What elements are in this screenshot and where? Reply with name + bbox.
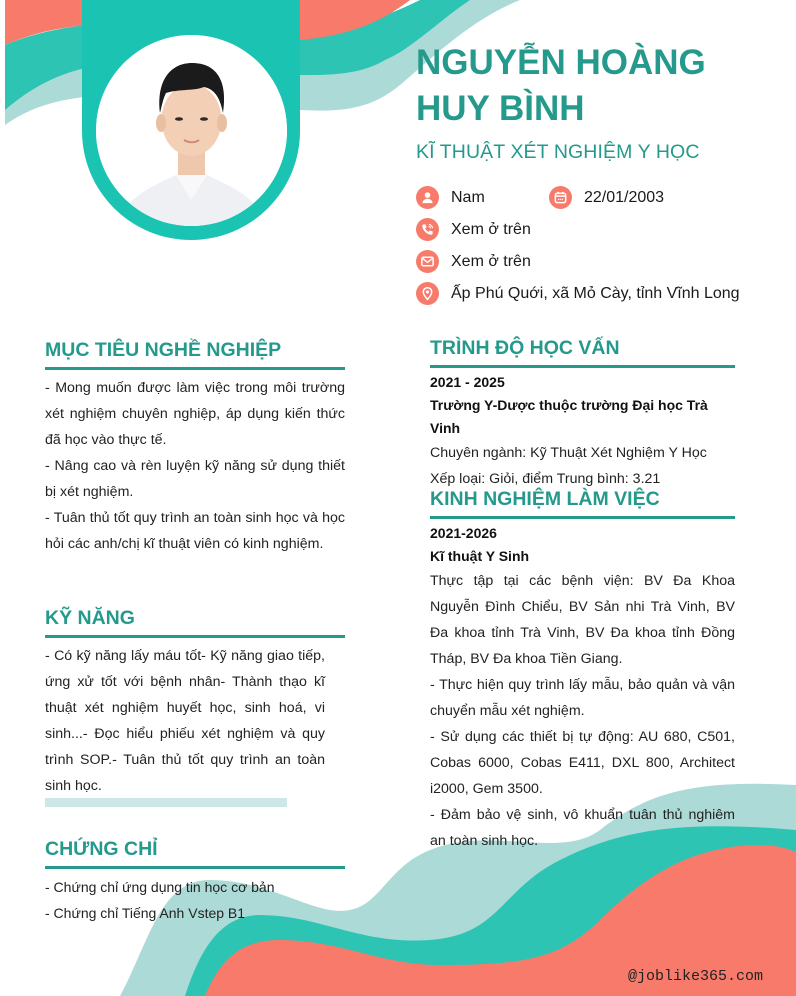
objective-line: - Nâng cao và rèn luyện kỹ năng sử dụng thiết bị xét nghiệm.	[45, 458, 345, 500]
contact-gender	[416, 186, 485, 209]
education-period: 2021 - 2025	[430, 374, 505, 390]
name-line-1: NGUYỄN HOÀNG	[416, 43, 706, 82]
user-icon	[416, 186, 439, 209]
skills-heading: KỸ NĂNG	[45, 607, 345, 638]
experience-line: - Sử dụng các thiết bị tự động: AU 680, C501, Cobas 6000, Cobas E411, DXL 800, Architect i2000, Gem 3500.	[430, 729, 735, 797]
certificate-item: - Chứng chỉ ứng dụng tin học cơ bản	[45, 879, 275, 895]
email-value: Xem ở trên	[451, 252, 531, 270]
birthday-value: 22/01/2003	[584, 188, 665, 206]
experience-period: 2021-2026	[430, 525, 497, 541]
watermark: @joblike365.com	[628, 968, 764, 985]
education-school: Trường Y-Dược thuộc trường Đại học Trà Vinh	[430, 397, 708, 436]
section-skills	[45, 607, 345, 799]
section-certificates	[45, 838, 345, 926]
gender-value: Nam	[451, 188, 485, 206]
address-value: Ấp Phú Quới, xã Mỏ Cày, tỉnh Vĩnh Long	[451, 284, 740, 302]
contact-address	[416, 282, 740, 305]
objective-line: - Tuân thủ tốt quy trình an toàn sinh học và học hỏi các anh/chị kĩ thuật viên có kinh nghiệm.	[45, 510, 345, 552]
candidate-name	[416, 40, 786, 132]
phone-value: Xem ở trên	[451, 220, 531, 238]
objective-heading: MỤC TIÊU NGHỀ NGHIỆP	[45, 339, 345, 370]
section-experience	[430, 488, 735, 854]
envelope-icon	[416, 250, 439, 273]
section-objective	[45, 339, 345, 557]
phone-icon	[416, 218, 439, 241]
contact-phone	[416, 218, 531, 241]
skill-level-bar	[45, 798, 287, 807]
profile-photo	[96, 35, 287, 226]
name-line-2: HUY BÌNH	[416, 89, 585, 128]
experience-line: - Đảm bảo vệ sinh, vô khuẩn tuân thủ nghiêm an toàn sinh học.	[430, 807, 735, 849]
section-education	[430, 337, 735, 492]
calendar-icon	[549, 186, 572, 209]
experience-heading: KINH NGHIỆM LÀM VIỆC	[430, 488, 735, 519]
certificate-item: - Chứng chỉ Tiếng Anh Vstep B1	[45, 905, 246, 921]
education-heading: TRÌNH ĐỘ HỌC VẤN	[430, 337, 735, 368]
contact-birthday	[549, 186, 664, 209]
experience-line: - Thực hiện quy trình lấy mẫu, bảo quản và vận chuyển mẫu xét nghiệm.	[430, 677, 735, 719]
education-rank: Xếp loại: Giỏi, điểm Trung bình: 3.21	[430, 471, 661, 487]
objective-line: - Mong muốn được làm việc trong môi trường xét nghiệm chuyên nghiệp, áp dụng kiến thức đã học vào thực tế.	[45, 380, 345, 448]
contact-email	[416, 250, 531, 273]
skills-text: - Có kỹ năng lấy máu tốt- Kỹ năng giao tiếp, ứng xử tốt với bệnh nhân- Thành thạo kĩ thuật xét nghiệm huyết học, sinh hoá, vi sinh...- Đọc hiểu phiếu xét nghiệm và quy trình SOP.- Tuân thủ tốt quy trình an toàn sinh học.	[45, 648, 325, 794]
education-major: Chuyên ngành: Kỹ Thuật Xét Nghiệm Y Học	[430, 445, 707, 461]
experience-role: Kĩ thuật Y Sinh	[430, 548, 530, 564]
experience-line: Thực tập tại các bệnh viện: BV Đa Khoa Nguyễn Đình Chiểu, BV Sản nhi Trà Vinh, BV Đa khoa tỉnh Trà Vinh, BV Đa khoa tỉnh Đồng Tháp, BV Đa khoa Tiền Giang.	[430, 573, 735, 667]
location-pin-icon	[416, 282, 439, 305]
objective-text	[45, 375, 345, 557]
job-title: KĨ THUẬT XÉT NGHIỆM Y HỌC	[416, 141, 700, 163]
certificates-heading: CHỨNG CHỈ	[45, 838, 345, 869]
